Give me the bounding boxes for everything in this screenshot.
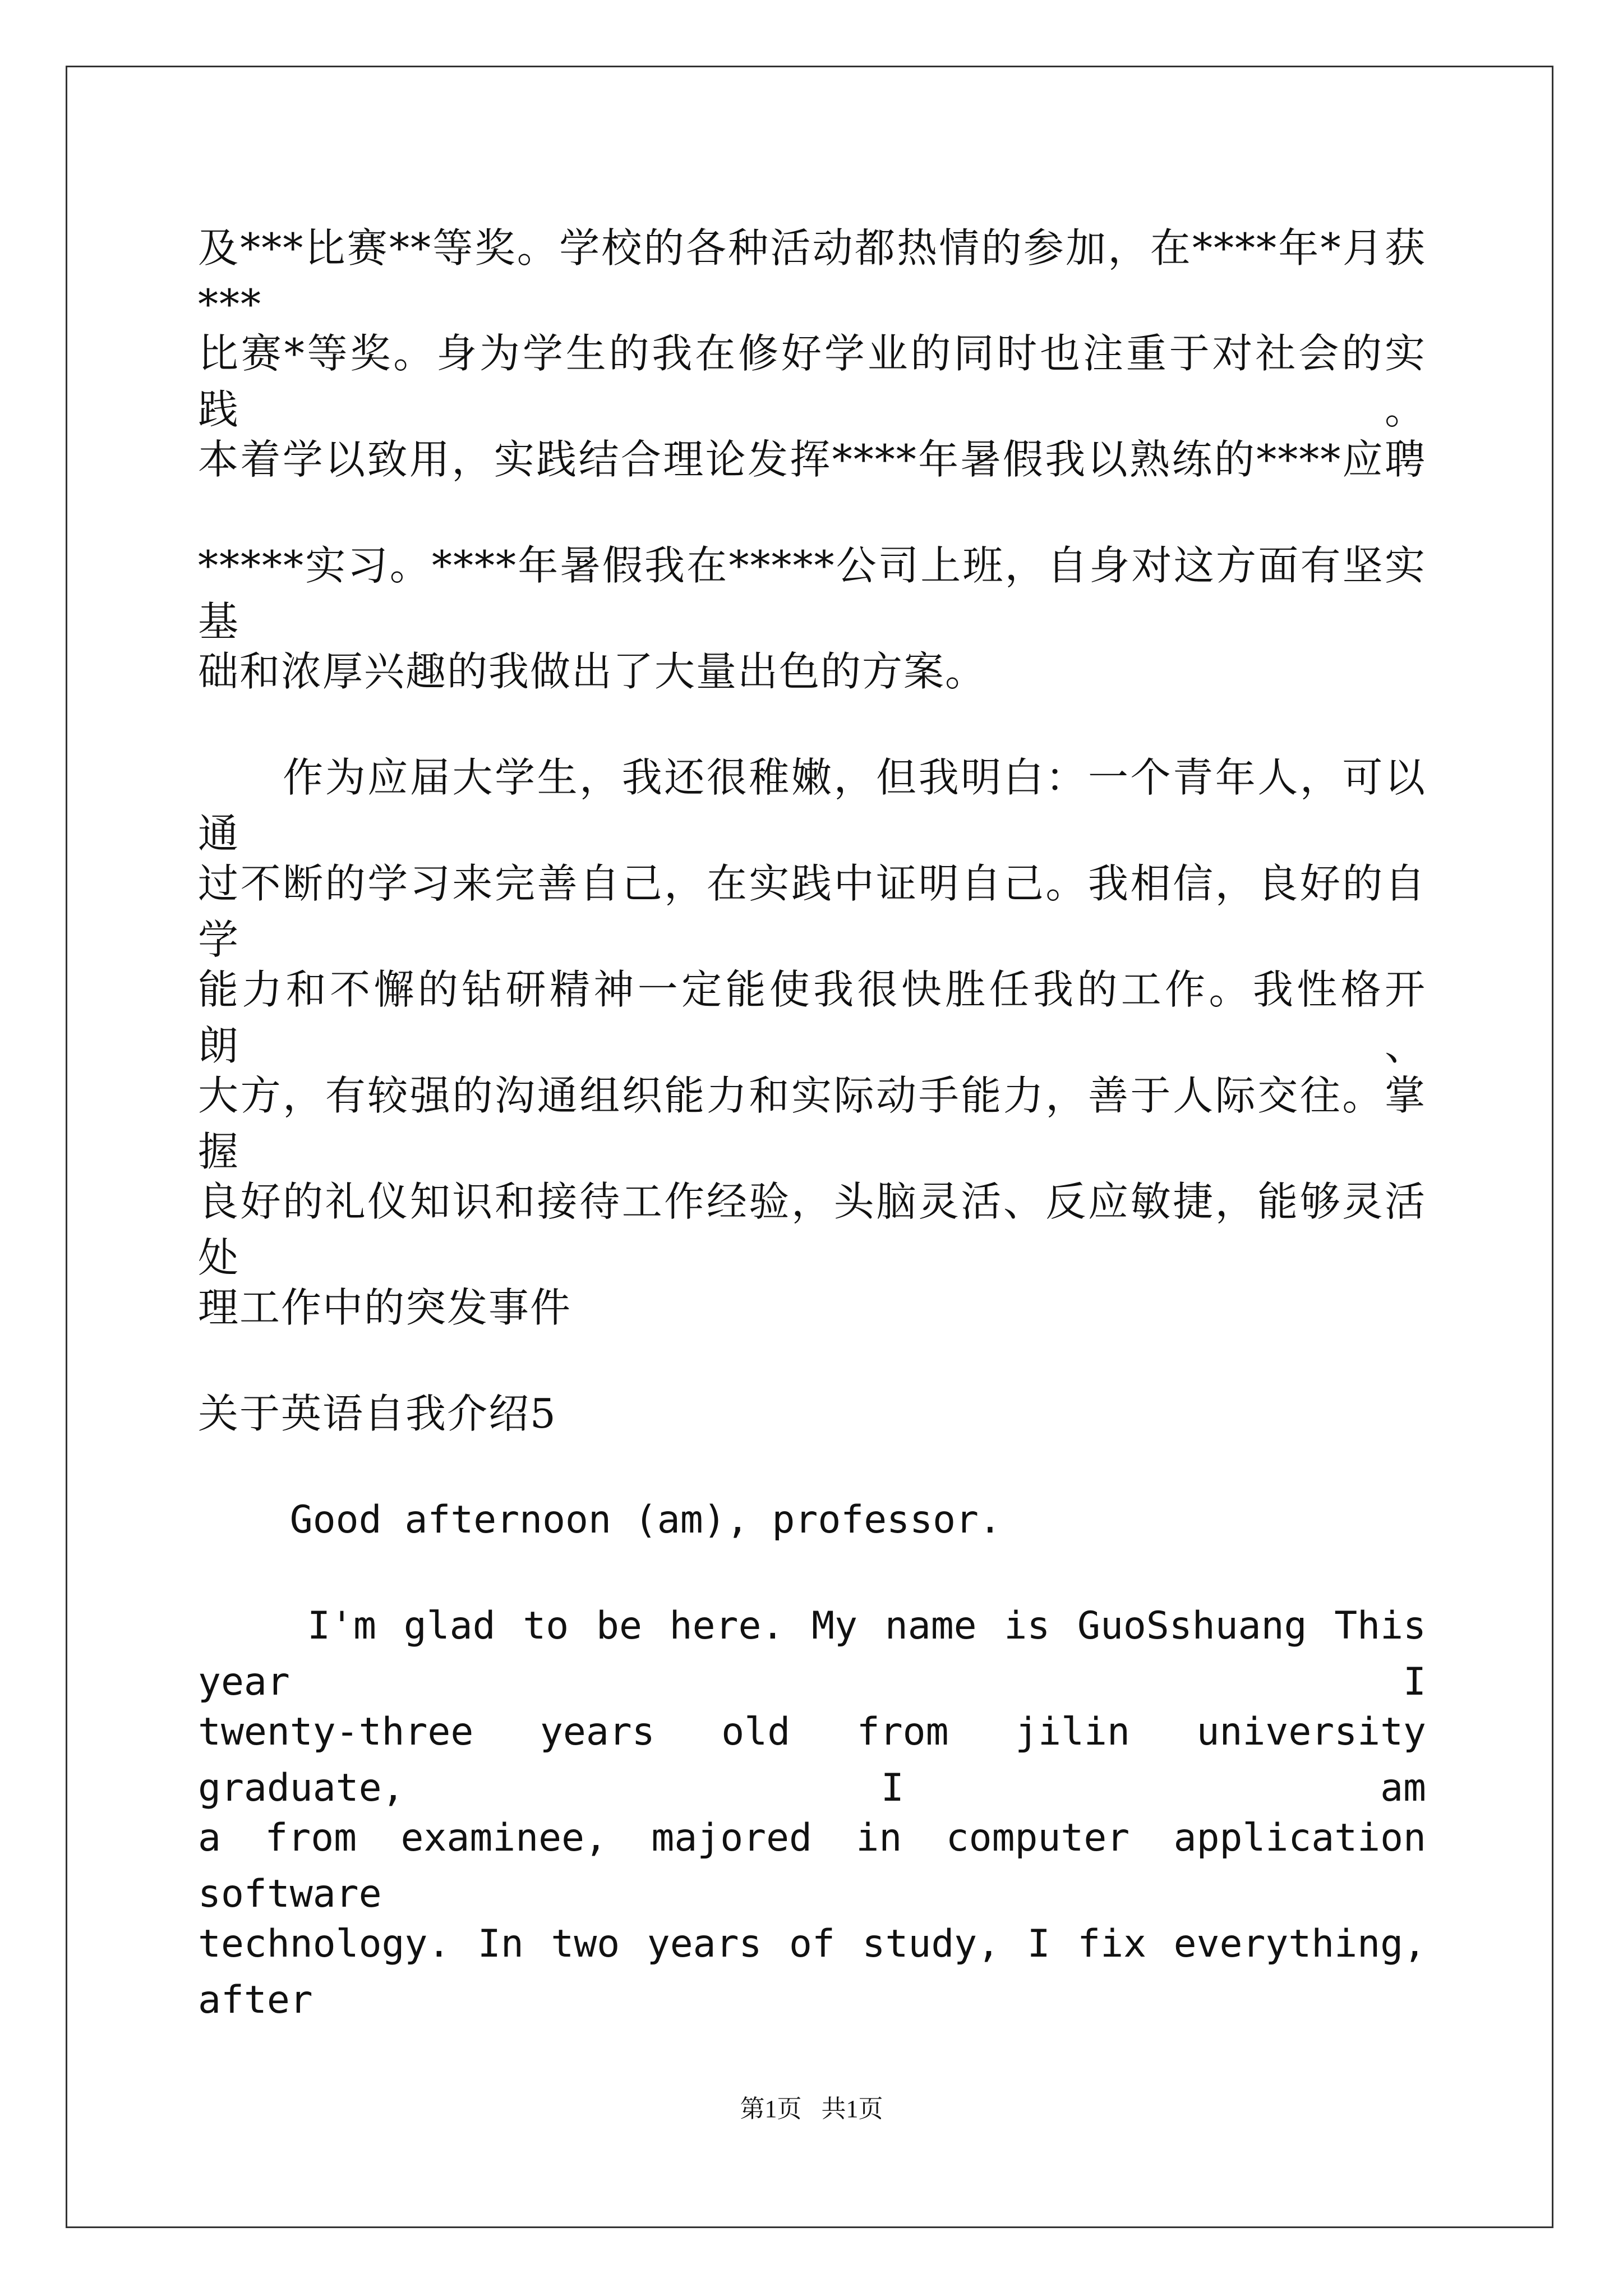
section-heading: 关于英语自我介绍5 <box>198 1390 557 1437</box>
paragraph-line: *****实习。****年暑假我在*****公司上班，自身对这方面有坚实基 <box>198 542 1426 645</box>
english-paragraph-line: twenty-three years old from jilin university graduate, I am <box>198 1710 1426 1810</box>
page-total: 共1页 <box>821 2095 883 2123</box>
page-footer <box>0 2092 1623 2126</box>
paragraph-line: 比赛*等奖。身为学生的我在修好学业的同时也注重于对社会的实践。 <box>198 330 1426 433</box>
english-paragraph-line: a from examinee, majored in computer application software <box>198 1816 1426 1916</box>
english-greeting: Good afternoon (am), professor. <box>198 1498 1002 1542</box>
paragraph-line: 本着学以致用，实践结合理论发挥****年暑假我以熟练的****应聘 <box>198 436 1426 483</box>
english-paragraph-line: technology. In two years of study, I fix everything, after <box>198 1922 1426 2022</box>
paragraph-line: 作为应届大学生，我还很稚嫩，但我明白：一个青年人，可以通 <box>198 754 1426 857</box>
paragraph-line: 良好的礼仪知识和接待工作经验，头脑灵活、反应敏捷，能够灵活处 <box>198 1178 1426 1281</box>
paragraph-line: 过不断的学习来完善自己，在实践中证明自己。我相信，良好的自学 <box>198 860 1426 963</box>
paragraph-line: 能力和不懈的钻研精神一定能使我很快胜任我的工作。我性格开朗、 <box>198 966 1426 1069</box>
paragraph-line: 理工作中的突发事件 <box>198 1284 572 1331</box>
paragraph-line: 础和浓厚兴趣的我做出了大量出色的方案。 <box>198 648 987 695</box>
page-number: 第1页 <box>740 2095 802 2123</box>
paragraph-line: 及***比赛**等奖。学校的各种活动都热情的参加，在****年*月获*** <box>198 224 1426 328</box>
english-paragraph-line: I'm glad to be here. My name is GuoSshuang This year I <box>198 1604 1449 1704</box>
paragraph-line: 大方，有较强的沟通组织能力和实际动手能力，善于人际交往。掌握 <box>198 1072 1426 1175</box>
